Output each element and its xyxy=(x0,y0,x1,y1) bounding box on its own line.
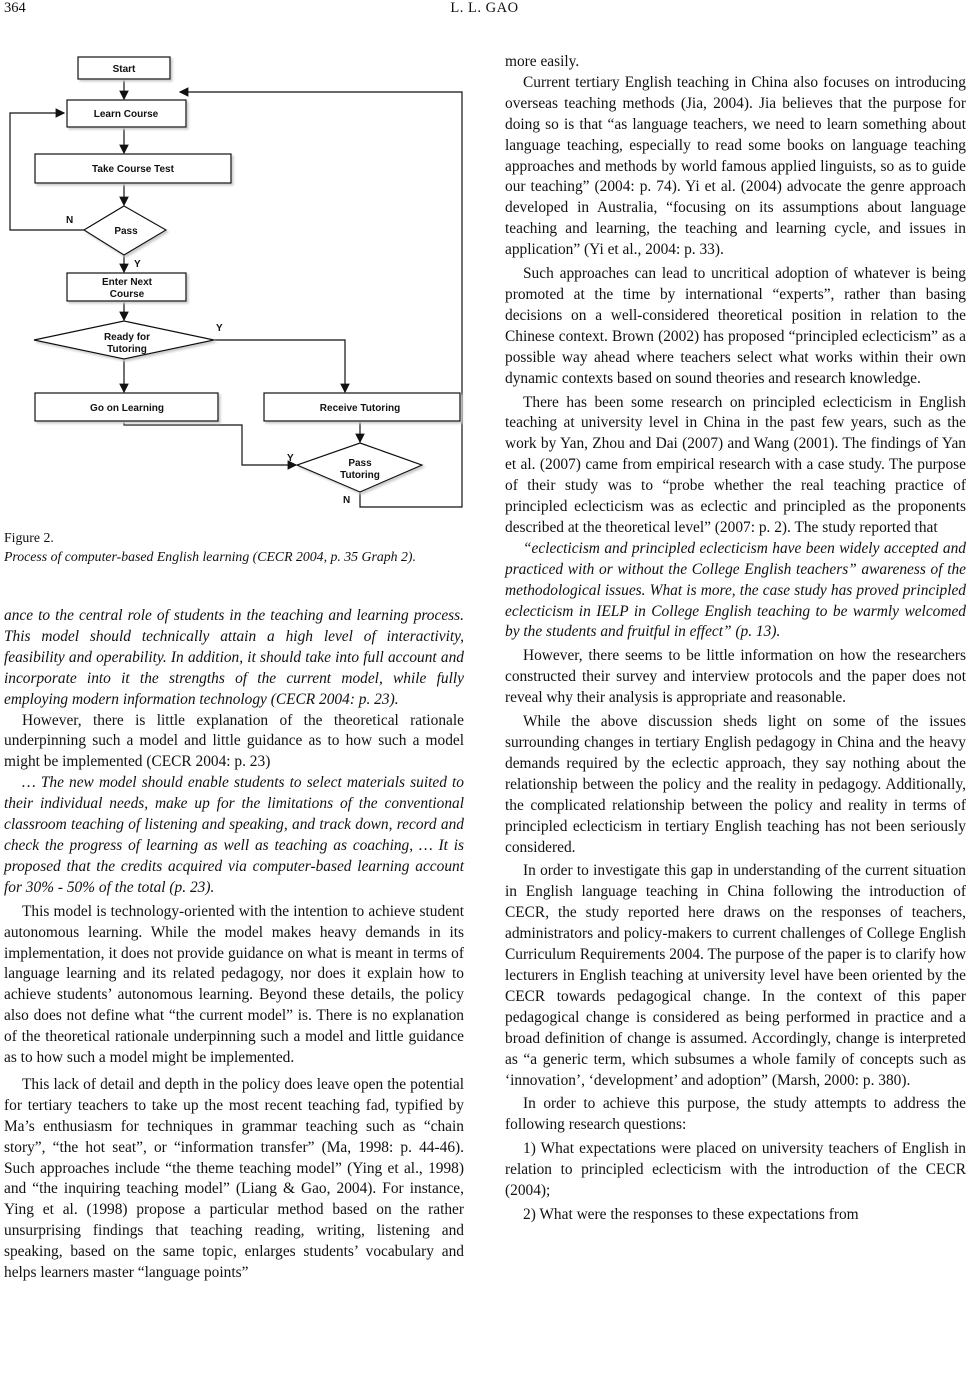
right-paragraph-7: In order to achieve this purpose, the study attempts to address the following research questions: xyxy=(505,1095,966,1134)
left-paragraph-3: This lack of detail and depth in the policy does leave open the potential for tertiary teachers to take up the most recent teaching fad, typified by Ma’s enthusiasm for techniques in grammar teaching such as “chain story”, “the hot seat”, or “information transfer” (Ma, 1998: p. 44-46). Such approaches include “the theme teaching model” (Ying et al., 1998) and “the inquiring teaching model” (Liang & Gao, 2004). For instance, Ying et al. (1998) propose a particular method based on the rather unsurprising findings that teaching reading, writing, listening and speaking, based on the same topic, enlarges students’ vocabulary and helps learners master “language points” xyxy=(4,1075,464,1282)
start-label: Start xyxy=(112,64,136,75)
right-paragraph-2: Such approaches can lead to uncritical adoption of whatever is being promoted at the time by international “experts”, rather than basing decisions on a well-considered theoretical position in relation to the Chinese context. Brown (2002) has proposed “principled eclecticism” as a possible way ahead where teachers select what works within their own dynamic contexts based on sound theories and research knowledge. xyxy=(505,265,966,387)
right-paragraph-4: However, there seems to be little information on how the researchers constructed their survey and interview protocols and the paper does not reveal why their analysis is appropriate and reasonable. xyxy=(505,647,966,707)
figure-caption-label: Figure 2. xyxy=(4,530,54,545)
right-paragraph-6: In order to investigate this gap in understanding of the current situation in English language teaching in China following the introduction of CECR, the study reported here draws on the responses of teachers, administrators and policy-makers to current challenges of College English Curriculum Requirements 2004. The purpose of the paper is to clarify how lecturers in English teaching at university level have been oriented by the CECR towards pedagogical change. In the context of this paper pedagogical change is considered as being performed in practice and a broad definition of change is assumed. Accordingly, change is interpreted as “a generic term, which subsumes a whole family of concepts such as ‘innovation’, ‘development’ and adoption” (Marsh, 2000: p. 380). xyxy=(505,862,966,1089)
go-on-learning-label: Go on Learning xyxy=(90,403,164,414)
figure-caption-text: Process of computer-based English learning (CECR 2004, p. 35 Graph 2). xyxy=(4,549,416,564)
right-paragraph-5: While the above discussion sheds light on some of the issues surrounding changes in tertiary English pedagogy in China and the heavy demands required by the eclectic approach, they say nothing about the relationship between the policy and the reality in pedagogy. Additionally, the complicated relationship between the policy and reality in terms of principled eclecticism in tertiary English teaching has not been seriously considered. xyxy=(505,713,966,856)
right-paragraph-cont: more easily. xyxy=(505,53,580,70)
right-quote: “eclecticism and principled eclecticism have been widely accepted and practiced with or without the College English teachers” awareness of the methodological issues. What is more, the case study has proved principled eclecticism in IELP in College English teaching to be warmly welcomed by the students and fruitful in effect” (p. 13). xyxy=(505,539,966,641)
learn-course-label: Learn Course xyxy=(93,109,159,120)
flowchart-figure xyxy=(0,40,480,520)
research-question-2: 2) What were the responses to these expectations from xyxy=(523,1205,859,1223)
right-paragraph-1: Current tertiary English teaching in China also focuses on introducing overseas teaching methods (Jia, 2004). Jia believes that the purpose for doing so is that “as language teachers, we need to learn something about language teaching, especially to read some books on language teaching approaches and methods by world famous applied linguists, so as to guide our teaching” (2004: p. 74). Yi et al. (2004) advocate the genre approach developed in Australia, “focusing on its assumptions about language teaching and learning, the teaching and learning cycle, and issues in application” (Yi et al., 2004: p. 33). xyxy=(505,73,966,259)
research-question-1: 1) What expectations were placed on university teachers of English in relation to principled eclecticism with the introduction of the CECR (2004); xyxy=(505,1140,966,1200)
page-header xyxy=(0,0,969,28)
pass-label: Pass xyxy=(114,226,138,237)
pass-yes-label: Y xyxy=(134,259,141,270)
right-column xyxy=(505,52,966,1226)
ready-yes-label: Y xyxy=(216,323,223,334)
left-paragraph-2: This model is technology-oriented with the intention to achieve student autonomous learning. While the model makes heavy demands in its implementation, it does not provide guidance on what is meant in terms of language learning and its related pedagogy, nor does it explain how to achieve students’ autonomous learning. Beyond these details, the policy also does not define what “the current model” is. There is no explanation of the theoretical rationale underpinning such a model and little guidance as to how such a model might be implemented. xyxy=(4,902,464,1067)
page-number: 364 xyxy=(4,0,26,16)
pass-no-label: N xyxy=(66,215,74,226)
receive-tutoring-label: Receive Tutoring xyxy=(319,403,401,414)
left-paragraph-quote-2: … The new model should enable students to select materials suited to their individual needs, make up for the limitations of the conventional classroom teaching of listening and speaking, and track down, record and check the progress of learning as well as teaching as coaching, … It is proposed that the credits acquired via computer-based learning account for 30% - 50% of the total (p. 23). xyxy=(4,774,464,896)
right-paragraph-3: There has been some research on principled eclecticism in English teaching at university level in China in the past few years, such as the work by Yan, Zhou and Dai (2007) and Wang (2001). The findings of Yan et al. (2007) came from empirical research with a case study. The purpose of their study was to “probe whether the real teaching practice of principled eclecticism was as eclectic and principled as the proponents described at the theoretical level” (2007: p. 2). The study reported that xyxy=(505,393,966,536)
take-course-test-label: Take Course Test xyxy=(92,164,174,175)
pass-tutoring-label-line1: Pass xyxy=(348,458,372,469)
enter-next-course-label-line2: Course xyxy=(109,289,145,300)
pass-tutoring-label-line2: Tutoring xyxy=(340,470,380,481)
left-column xyxy=(4,606,464,1284)
enter-next-course-label-line1: Enter Next xyxy=(101,277,153,288)
left-paragraph-1: However, there is little explanation of the theoretical rationale underpinning such a model and little guidance as to how such a model might be implemented (CECR 2004: p. 23) xyxy=(4,711,464,771)
tutoring-no-label: N xyxy=(343,495,351,506)
left-paragraph-quote-cont: ance to the central role of students in the teaching and learning process. This model should technically attain a high level of interactivity, feasibility and operability. In addition, it should take into full account and incorporate into it the strengths of the current model, while fully employing modern information technology (CECR 2004: p. 23). xyxy=(4,607,464,708)
ready-for-tutoring-label-line1: Ready for xyxy=(103,332,151,343)
figure-caption xyxy=(4,528,464,566)
ready-for-tutoring-label-line2: Tutoring xyxy=(107,344,147,355)
tutoring-yes-label: Y xyxy=(287,453,294,464)
running-author: L. L. GAO xyxy=(450,0,519,16)
